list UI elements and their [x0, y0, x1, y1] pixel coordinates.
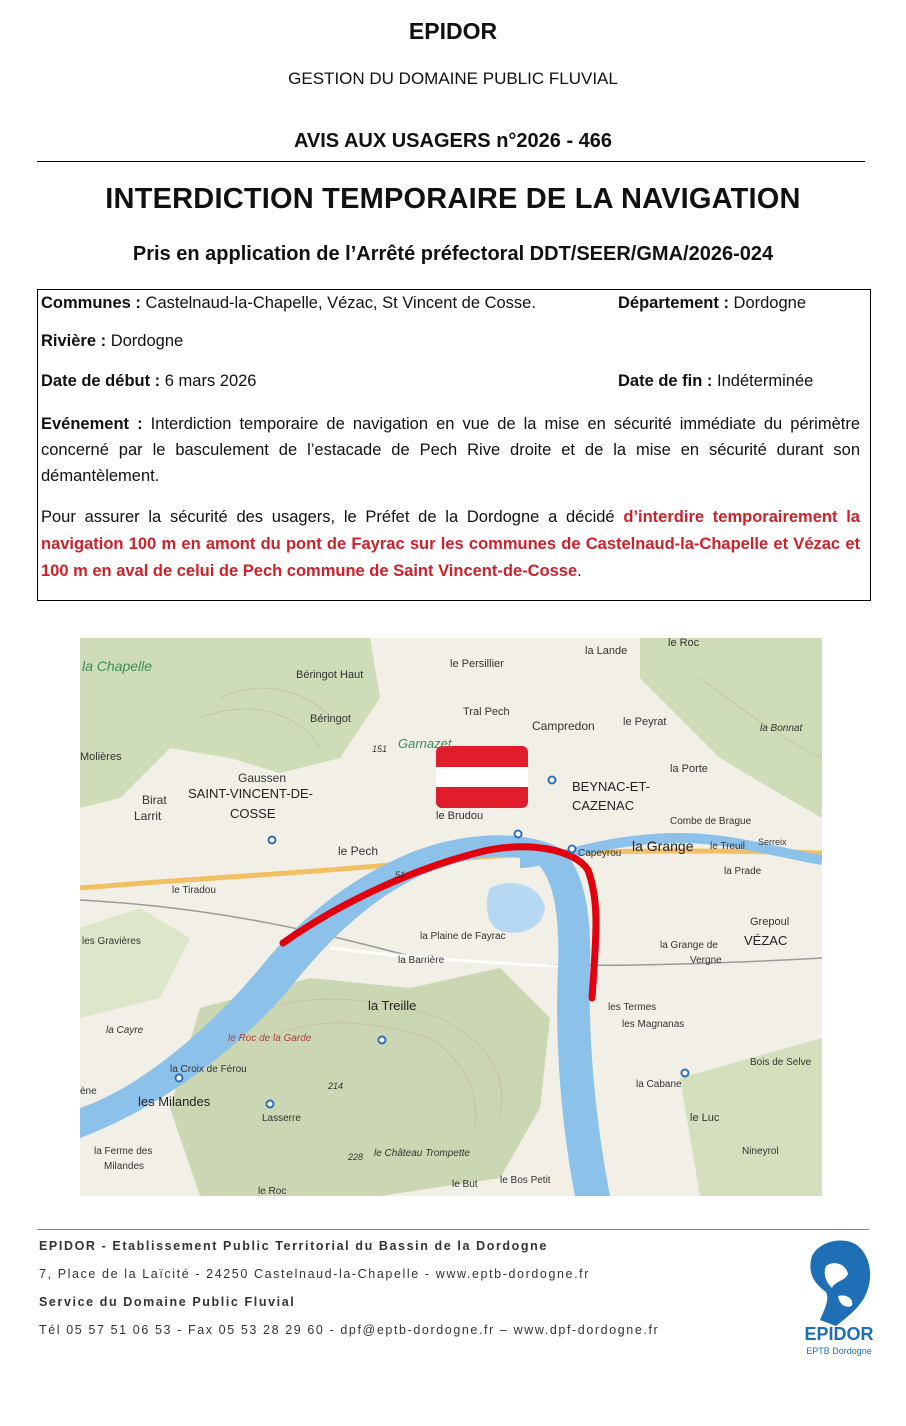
logo-subtitle: EPTB Dordogne	[806, 1346, 872, 1356]
map-label: Combe de Brague	[670, 816, 752, 827]
footer-address: 7, Place de la Laïcité - 24250 Castelnaud-la-Chapelle - www.eptb-dordogne.fr	[39, 1267, 591, 1281]
riviere-value: Dordogne	[106, 332, 184, 350]
evenement-label: Evénement :	[41, 415, 143, 433]
riviere-label: Rivière :	[41, 332, 107, 350]
map-label: Gaussen	[238, 771, 287, 785]
departement-label: Département :	[618, 294, 729, 312]
map-label: Campredon	[532, 719, 595, 733]
map-label: Grepoul	[750, 916, 790, 928]
footer-service: Service du Domaine Public Fluvial	[39, 1295, 296, 1309]
map-label: Bois de Selve	[750, 1057, 812, 1068]
map-label: les Milandes	[138, 1094, 211, 1109]
map-label: Serreix	[758, 837, 787, 847]
map-label: Lasserre	[262, 1113, 301, 1124]
map-label: les Gravières	[82, 936, 141, 947]
map-label: VÉZAC	[744, 933, 788, 948]
map-label: le Luc	[690, 1112, 720, 1124]
map-label: la Cayre	[106, 1025, 144, 1036]
org-subtitle: GESTION DU DOMAINE PUBLIC FLUVIAL	[288, 69, 618, 88]
location-map	[80, 638, 822, 1196]
decision-paragraph	[41, 504, 860, 585]
map-label: le Brudou	[436, 810, 484, 822]
date-debut-value: 6 mars 2026	[160, 372, 257, 390]
map-label: la Cabane	[636, 1079, 682, 1090]
map-label: BEYNAC-ET-	[572, 779, 651, 794]
map-label: la Lande	[585, 645, 628, 657]
map-label: la Prade	[724, 866, 762, 877]
header-divider	[37, 161, 865, 162]
map-label: le Roc	[258, 1186, 287, 1196]
map-label: Nineyrol	[742, 1146, 779, 1157]
map-label: le Château Trompette	[374, 1148, 470, 1159]
communes-value: Castelnaud-la-Chapelle, Vézac, St Vincent de Cosse.	[140, 294, 536, 312]
map-label: la Plaine de Fayrac	[420, 931, 506, 942]
map-label: Béringot Haut	[296, 669, 364, 681]
info-box	[37, 289, 871, 601]
map-label: les Termes	[608, 1002, 657, 1013]
decision-intro: Pour assurer la sécurité des usagers, le Préfet de la Dordogne a décidé	[41, 508, 624, 526]
main-title: INTERDICTION TEMPORAIRE DE LA NAVIGATION	[105, 183, 801, 215]
map-label: la Bonnat	[760, 723, 803, 734]
map-label: le Peyrat	[623, 716, 667, 728]
map-label: la Chapelle	[82, 658, 153, 674]
map-label: la Treille	[368, 998, 417, 1013]
decree-reference: Pris en application de l’Arrêté préfectoral DDT/SEER/GMA/2026-024	[132, 243, 774, 265]
map-label: CAZENAC	[572, 798, 635, 813]
map-label: Garnazet	[398, 736, 452, 751]
map-label: le Tiradou	[172, 885, 216, 896]
communes-row	[41, 294, 536, 313]
map-label: le Persillier	[450, 658, 504, 670]
org-title: EPIDOR	[408, 18, 498, 44]
map-label: le But	[452, 1179, 478, 1190]
notice-number: AVIS AUX USAGERS n°2026 - 466	[293, 130, 613, 152]
map-label: la Grange de	[660, 940, 718, 951]
map-label: Birat	[142, 793, 167, 807]
footer-org: EPIDOR - Etablissement Public Territorial du Bassin de la Dordogne	[39, 1239, 548, 1253]
map-label: le Roc de la Garde	[228, 1033, 312, 1044]
footer-divider	[37, 1229, 869, 1230]
departement-row	[618, 294, 806, 313]
evenement-block	[41, 411, 860, 489]
map-label: le Roc	[668, 638, 700, 649]
map-label: les Magnanas	[622, 1019, 685, 1030]
footer-contact: Tél 05 57 51 06 53 - Fax 05 53 28 29 60 - dpf@eptb-dordogne.fr – www.dpf-dordogne.fr	[39, 1323, 660, 1337]
map-label: 51	[395, 870, 406, 880]
map-label: Béringot	[310, 713, 351, 725]
map-label: la Ferme des	[94, 1146, 153, 1157]
date-fin-label: Date de fin :	[618, 372, 713, 390]
map-label: COSSE	[230, 806, 276, 821]
communes-label: Communes :	[41, 294, 141, 312]
map-label: Larrit	[134, 809, 162, 823]
map-label: le Bos Petit	[500, 1175, 551, 1186]
date-debut-label: Date de début :	[41, 372, 161, 390]
map-label: la Barrière	[398, 955, 445, 966]
evenement-value: Interdiction temporaire de navigation en vue de la mise en sécurité immédiate du périmètre concerné par le basculement de l’estacade de Pech Rive droite et de la mise en sécurité durant son démantèlement.	[41, 415, 860, 485]
map-label: Tral Pech	[463, 706, 510, 718]
map-label: la Croix de Férou	[170, 1064, 247, 1075]
map-label: Vergne	[690, 955, 722, 966]
date-fin-row	[618, 372, 813, 391]
map-label: ène	[80, 1086, 97, 1097]
map-label: la Grange	[632, 838, 694, 854]
departement-value: Dordogne	[728, 294, 807, 312]
decision-end: .	[577, 562, 582, 580]
logo-name: EPIDOR	[804, 1324, 874, 1344]
map-label: le Treuil	[710, 841, 746, 852]
map-label: SAINT-VINCENT-DE-	[188, 786, 313, 801]
decision-highlight: d’interdire temporairement la navigation 100 m en amont du pont de Fayrac sur les communes de Castelnaud-la-Chapelle et Vézac et 100 m en aval de celui de Pech commune de Saint Vincent-de-Cosse	[41, 508, 860, 580]
map-label: la Porte	[670, 763, 708, 775]
map-label: 228	[348, 1152, 364, 1162]
map-label: Capeyrou	[578, 848, 622, 859]
no-navigation-sign-icon	[436, 746, 528, 808]
date-debut-row	[41, 372, 257, 391]
map-label: 214	[328, 1081, 344, 1091]
map-label: 151	[372, 744, 388, 754]
riviere-row	[41, 332, 183, 351]
map-label: le Pech	[338, 844, 379, 858]
date-fin-value: Indéterminée	[712, 372, 814, 390]
map-label: Molières	[80, 751, 122, 763]
map-label: Milandes	[104, 1161, 145, 1172]
